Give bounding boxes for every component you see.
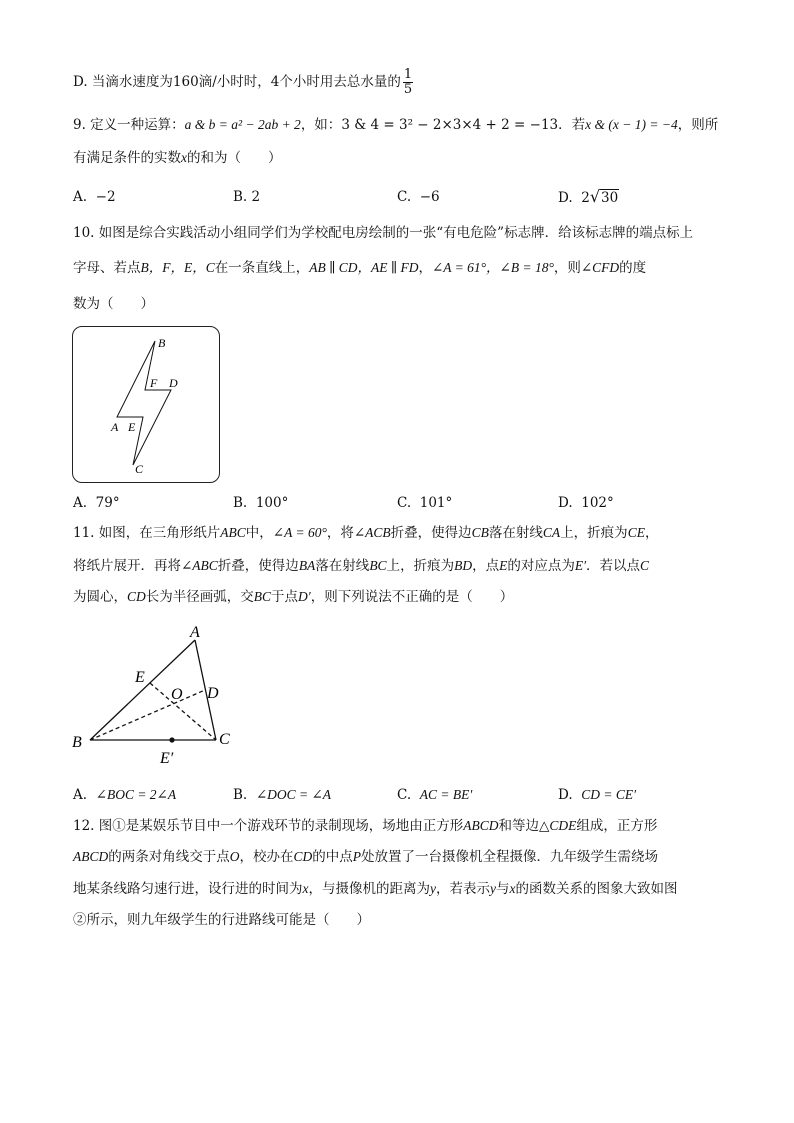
q11-stem-line1: 11. 如图，在三角形纸片ABC中，∠A = 60°，将∠ACB折叠，使得边CB落在射线CA上，折痕为CE， [73,525,659,541]
q10-stem-line2: 字母、若点B，F，E，C在一条直线上，AB ∥ CD，AE ∥ FD，∠A = 61°，∠B = 18°，则∠CFD的度 [73,260,647,276]
q10-option-b[interactable]: B. 100° [233,495,289,511]
q12-stem-line3: 地某条线路匀速行进，设行进的时间为x，与摄像机的距离为y，若表示y与x的函数关系的图象大致如图 [73,881,678,897]
q10-option-c[interactable]: C. 101° [397,495,453,511]
q11-label-d: D [207,685,219,702]
q10-stem-line1: 10. 如图是综合实践活动小组同学们为学校配电房绘制的一张“有电危险”标志牌．给该标志牌的端点标上 [73,225,694,241]
q11-label-e: E [135,669,145,686]
q10-label-f: F [150,376,158,390]
q11-label-a: A [190,624,200,641]
q10-label-d: D [169,376,178,390]
q11-label-c: C [219,731,230,748]
q10-bolt-shape [117,341,171,465]
q9-option-d[interactable]: D. 2√30 [558,187,619,206]
q9-option-b[interactable]: B. 2 [233,189,261,205]
q9-option-c[interactable]: C. −6 [397,189,440,205]
q10-option-d[interactable]: D. 102° [558,495,614,511]
q10-figure [72,326,220,483]
q9-stem-line1: 9. 定义一种运算：a & b = a² − 2ab + 2，如：3 & 4 = 3² − 2×3×4 + 2 = −13．若x & (x − 1) = −4，则所 [73,117,719,133]
q11-option-b[interactable]: B. ∠DOC = ∠A [233,787,332,803]
q11-option-a[interactable]: A. ∠BOC = 2∠A [73,787,177,803]
q8-option-d[interactable] [73,68,413,97]
q11-label-e-prime: E′ [160,750,174,767]
q9-stem-line2: 有满足条件的实数x的和为（ ） [73,150,282,166]
q8-fraction: $\frac{1}{5}$ [403,67,413,97]
q10-label-e: E [128,420,136,434]
q11-stem-line2: 将纸片展开．再将∠ABC折叠，使得边BA落在射线BC上，折痕为BD，点E的对应点为E′．若以点C [73,558,650,574]
q10-label-b: B [158,336,166,350]
q12-stem-line2: ABCD的两条对角线交于点O，校办在CD的中点P处放置了一台摄像机全程摄像．九年级学生需绕场 [73,849,659,865]
q12-stem-line4: ②所示，则九年级学生的行进路线可能是（ ） [73,912,370,928]
q11-stem-line3: 为圆心，CD长为半径画弧，交BC于点D′，则下列说法不正确的是（ ） [73,589,514,605]
q11-point-e-prime [169,737,174,742]
q11-option-d[interactable]: D. CD = CE′ [558,787,637,803]
q11-figure [66,618,246,773]
q10-stem-line3: 数为（ ） [73,296,154,312]
q9-option-a[interactable]: A. −2 [73,189,116,205]
q11-option-c[interactable]: C. AC = BE′ [397,787,473,803]
q8-option-d-text: D. 当滴水速度为160滴/小时时，4个小时用去总水量的 [73,74,401,90]
q10-option-a[interactable]: A. 79° [73,495,120,511]
q11-label-b: B [72,734,82,751]
q12-stem-line1: 12. 图①是某娱乐节目中一个游戏环节的录制现场，场地由正方形ABCD和等边△CDE组成，正方形 [73,818,658,834]
q10-label-c: C [135,462,144,476]
q11-label-o: O [171,686,183,703]
q10-label-a: A [111,420,119,434]
